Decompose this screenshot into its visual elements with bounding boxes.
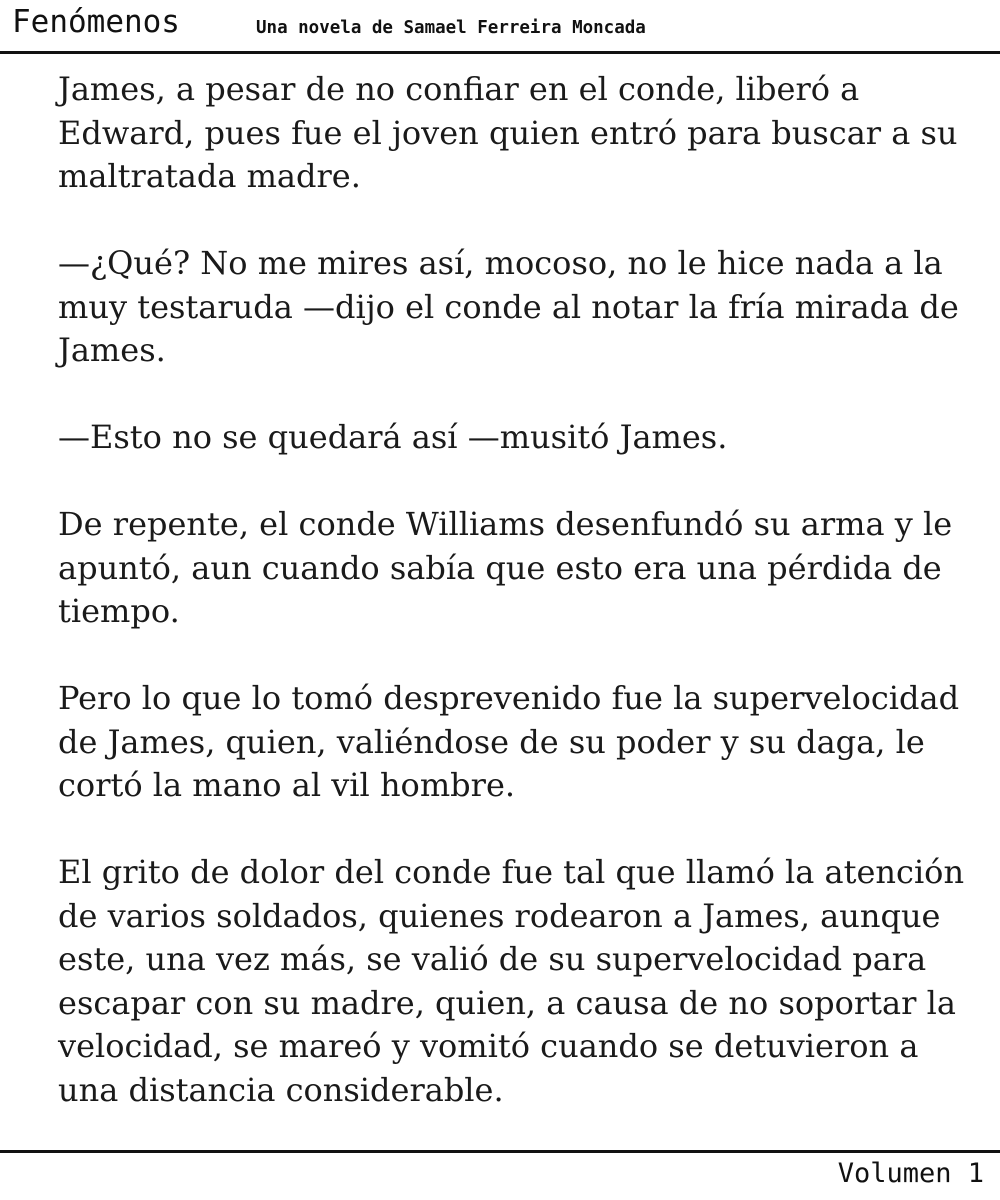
paragraph: James, a pesar de no confiar en el conde, liberó a Edward, pues fue el joven quien entró para buscar a su maltratada madre. (58, 70, 958, 195)
page-body (58, 68, 973, 1156)
book-title: Fenómenos (12, 4, 180, 40)
book-subtitle: Una novela de Samael Ferreira Moncada (256, 18, 646, 38)
volume-label: Volumen 1 (837, 1158, 984, 1189)
footer-divider (0, 1150, 1000, 1153)
paragraph: El grito de dolor del conde fue tal que llamó la atención de varios soldados, quienes rodearon a James, aunque este, una vez más, se valió de su supervelocidad para escapar con su madre, quien, a causa de no soportar la velocidad, se mareó y vomitó cuando se detuvieron a una distancia considerable. (58, 853, 965, 1109)
paragraph: —¿Qué? No me mires así, mocoso, no le hice nada a la muy testaruda —dijo el conde al notar la fría mirada de James. (58, 244, 959, 369)
paragraph: Pero lo que lo tomó desprevenido fue la supervelocidad de James, quien, valiéndose de su poder y su daga, le cortó la mano al vil hombre. (58, 679, 960, 804)
paragraph: —Esto no se quedará así —musitó James. (58, 418, 728, 456)
page-header (0, 0, 1000, 54)
paragraph: De repente, el conde Williams desenfundó su arma y le apuntó, aun cuando sabía que esto era una pérdida de tiempo. (58, 505, 953, 630)
